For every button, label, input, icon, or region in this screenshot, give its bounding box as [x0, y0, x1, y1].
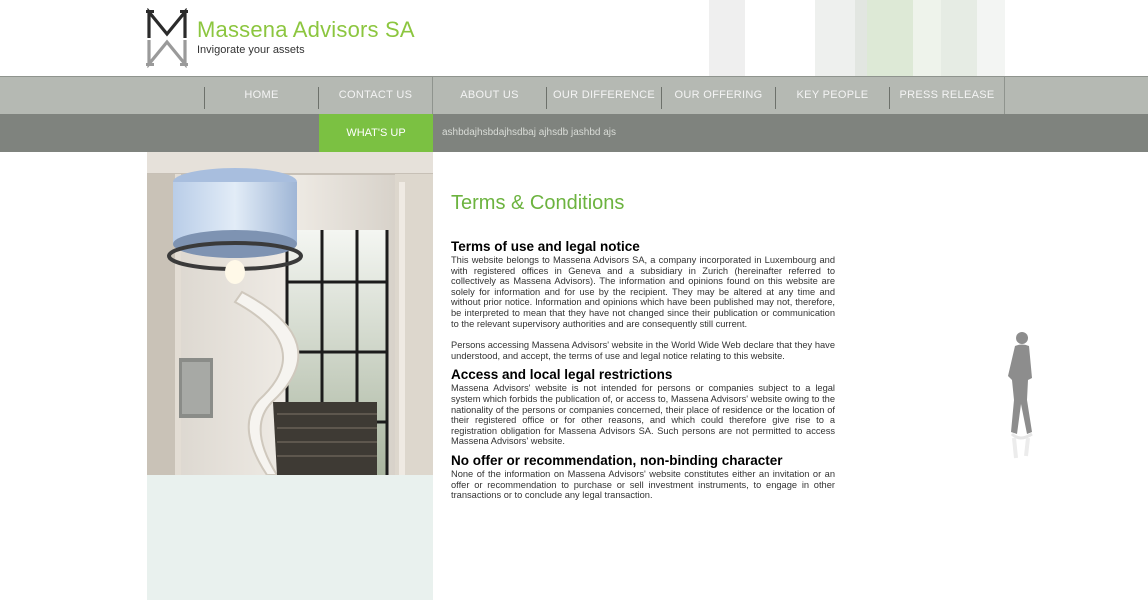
site-header [0, 0, 1148, 76]
section-heading: Access and local legal restrictions [451, 367, 673, 383]
section-heading: Terms of use and legal notice [451, 239, 640, 254]
nav-item-contact-us[interactable]: CONTACT US [338, 89, 413, 101]
brand-name: Massena Advisors SA [197, 17, 415, 42]
whats-up-tab[interactable]: WHAT'S UP [319, 114, 433, 152]
nav-item-home[interactable]: HOME [244, 89, 279, 101]
staircase-chandelier-image [147, 152, 433, 475]
section-paragraph: This website belongs to Massena Advisors SA, a company incorporated in Luxembourg and with registered offices in Geneva and a subsidiary in Zurich (hereinafter referred to collectively as Massena Advisors). The information and opinions found on this website are solely for information and for use by the recipient. They may be altered at any time and without prior notice. Information and opinions which have been published may not, therefore, be interpreted to mean that they have not changed since their publication or communication to the relevant supervisory authorities and are consequently still current. [451, 255, 835, 329]
walking-man-silhouette-icon [996, 330, 1046, 460]
news-ticker[interactable]: ashbdajhsbdajhsdbaj ajhsdb jashbd ajs [442, 127, 617, 138]
brand-tagline: Invigorate your assets [197, 44, 305, 56]
main-content [451, 192, 835, 501]
section-heading: No offer or recommendation, non-binding character [451, 452, 783, 468]
section-paragraph: Massena Advisors' website is not intended for persons or companies subject to a legal system which forbids the publication of, or access to, Massena Advisors' website owing to the nationality of the persons or companies concerned, their place of residence or the location of their registered office or for other reasons, and which could therefore give rise to a registration obligation for Massena Advisors SA. Such persons are not permitted to access Massena Advisors' website. [451, 383, 835, 447]
nav-item-about-us[interactable]: ABOUT US [460, 89, 519, 101]
nav-item-our-difference[interactable]: OUR DIFFERENCE [553, 89, 655, 101]
nav-divider [1004, 77, 1005, 114]
section-paragraph: None of the information on Massena Advisors' website constitutes either an invitation or an offer or recommendation to purchase or sell investment instruments, to engage in other transactions or to conclude any legal transaction. [451, 468, 835, 501]
monogram-logo-icon[interactable] [146, 8, 188, 68]
nav-item-our-offering[interactable]: OUR OFFERING [674, 89, 763, 101]
page-title: Terms & Conditions [451, 192, 625, 214]
nav-item-press-release[interactable]: PRESS RELEASE [899, 89, 995, 101]
interior-photo [147, 152, 433, 475]
section-paragraph: Persons accessing Massena Advisors' website in the World Wide Web declare that they have understood, and accept, the terms of use and legal notice relating to this website. [451, 340, 835, 361]
nav-item-key-people[interactable]: KEY PEOPLE [796, 89, 869, 101]
left-panel-fill [147, 475, 433, 600]
header-decorative-stripes [709, 0, 1005, 76]
main-nav [0, 76, 1148, 114]
